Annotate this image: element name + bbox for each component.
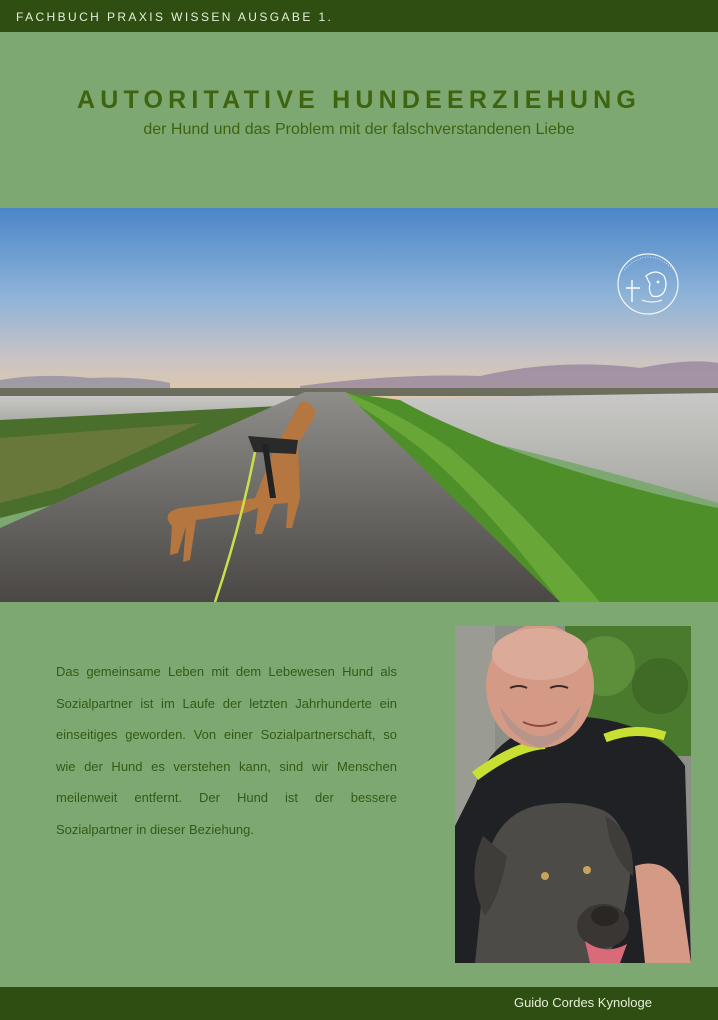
series-label: FACHBUCH PRAXIS WISSEN AUSGABE 1.	[16, 10, 334, 24]
book-title: AUTORITATIVE HUNDEERZIEHUNG	[76, 86, 642, 114]
author-credit: Guido Cordes Kynologe	[513, 995, 652, 1010]
dog-seal-icon	[612, 240, 684, 320]
bottom-banner	[0, 987, 718, 1020]
top-banner	[0, 0, 718, 32]
book-subtitle: der Hund und das Problem mit der falschverstandenen Liebe	[143, 121, 575, 138]
intro-paragraph: Das gemeinsame Leben mit dem Lebewesen Hund als Sozialpartner ist im Laufe der letzten Jahrhunderte ein einseitiges geworden. Von einer Sozialpartnerschaft, so wie der Hund es verstehen kann, sind wir Menschen meilenweit entfernt. Der Hund ist der bessere Sozialpartner in dieser Beziehung.	[56, 664, 397, 837]
cover-photo-dog-on-dike	[0, 208, 718, 602]
author-portrait-photo	[455, 626, 691, 963]
